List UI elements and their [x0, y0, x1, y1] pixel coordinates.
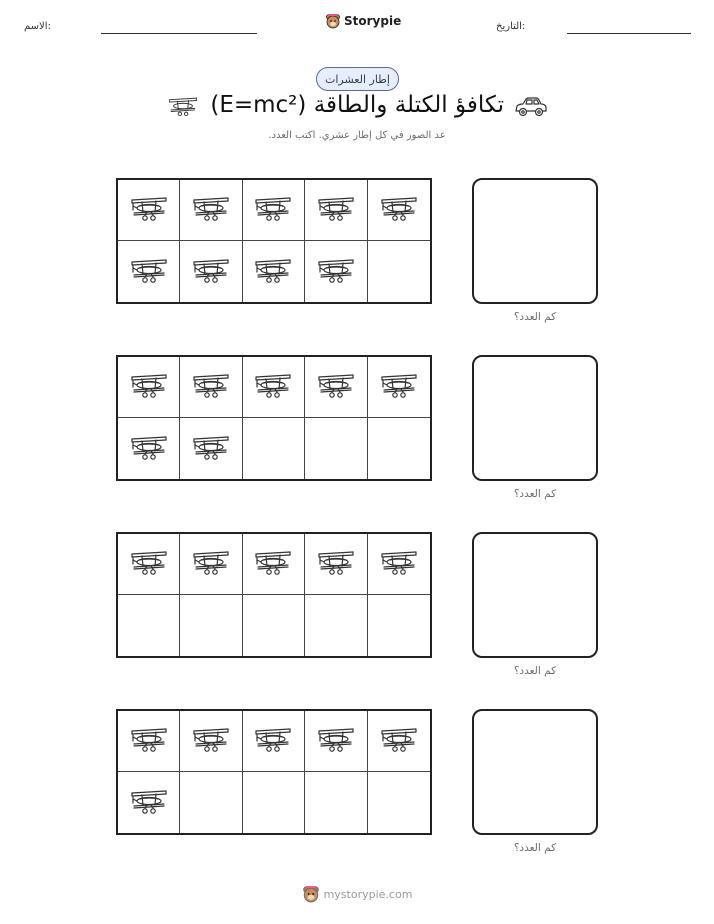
ten-frame [116, 532, 432, 658]
ten-frame-cell [180, 418, 242, 479]
ten-frame-cell [305, 241, 367, 302]
ten-frame-cell [243, 357, 305, 418]
biplane-icon [167, 95, 199, 121]
biplane-icon [129, 256, 169, 288]
biplane-icon [316, 725, 356, 757]
bear-mascot-icon [325, 13, 341, 29]
biplane-icon [191, 433, 231, 465]
biplane-icon [129, 194, 169, 226]
ten-frame-cell [243, 180, 305, 241]
ten-frame-cell [368, 180, 430, 241]
ten-frame-cell [118, 241, 180, 302]
ten-frame-cell [368, 711, 430, 772]
biplane-icon [191, 371, 231, 403]
footer-url[interactable]: mystorypie.com [323, 887, 413, 901]
ten-frame-cell [118, 180, 180, 241]
answer-box[interactable] [472, 709, 598, 835]
biplane-icon [129, 371, 169, 403]
ten-frame-cell [118, 772, 180, 833]
ten-frame-cell [243, 534, 305, 595]
biplane-icon [129, 433, 169, 465]
ten-frame-cell [118, 711, 180, 772]
ten-frame-cell [305, 711, 367, 772]
biplane-icon [253, 256, 293, 288]
ten-frame-cell [305, 357, 367, 418]
footer [0, 885, 714, 903]
ten-frame-cell [368, 534, 430, 595]
how-many-prompt: كم العدد؟ [513, 842, 557, 854]
ten-frame-cell [368, 241, 430, 302]
biplane-icon [253, 548, 293, 580]
ten-frame-cell [243, 595, 305, 656]
ten-frame-cell [180, 711, 242, 772]
date-label: التاريخ: [496, 21, 526, 32]
ten-frame-cell [243, 241, 305, 302]
car-icon [514, 95, 548, 123]
ten-frame-cell [180, 772, 242, 833]
ten-frame-cell [243, 711, 305, 772]
ten-frame-cell [180, 180, 242, 241]
ten-frame-cell [368, 595, 430, 656]
how-many-prompt: كم العدد؟ [513, 665, 557, 677]
biplane-icon [253, 194, 293, 226]
ten-frame-cell [180, 241, 242, 302]
ten-frame-cell [305, 418, 367, 479]
biplane-icon [191, 194, 231, 226]
ten-frame-cell [243, 772, 305, 833]
biplane-icon [253, 371, 293, 403]
brand-logo [325, 13, 401, 29]
answer-box[interactable] [472, 355, 598, 481]
instructions: عد الصور في كل إطار عشري. اكتب العدد. [268, 130, 446, 141]
ten-frame [116, 178, 432, 304]
biplane-icon [253, 725, 293, 757]
ten-frame-cell [368, 418, 430, 479]
biplane-icon [379, 548, 419, 580]
biplane-icon [129, 787, 169, 819]
ten-frame-cell [180, 595, 242, 656]
biplane-icon [379, 194, 419, 226]
ten-frame-cell [305, 180, 367, 241]
name-label: الاسم: [24, 21, 51, 32]
ten-frame-cell [118, 534, 180, 595]
ten-frame-cell [305, 772, 367, 833]
biplane-icon [316, 256, 356, 288]
how-many-prompt: كم العدد؟ [513, 488, 557, 500]
biplane-icon [316, 371, 356, 403]
ten-frame-cell [180, 534, 242, 595]
ten-frame-cell [305, 534, 367, 595]
biplane-icon [191, 256, 231, 288]
biplane-icon [379, 371, 419, 403]
biplane-icon [316, 548, 356, 580]
ten-frame-cell [180, 357, 242, 418]
ten-frame [116, 709, 432, 835]
answer-box[interactable] [472, 178, 598, 304]
ten-frame-cell [243, 418, 305, 479]
ten-frame [116, 355, 432, 481]
brand-name: Storypie [344, 14, 402, 28]
date-line[interactable] [567, 33, 691, 34]
biplane-icon [191, 548, 231, 580]
ten-frame-cell [368, 772, 430, 833]
biplane-icon [191, 725, 231, 757]
bear-mascot-icon [302, 885, 320, 903]
answer-box[interactable] [472, 532, 598, 658]
biplane-icon [379, 725, 419, 757]
how-many-prompt: كم العدد؟ [513, 311, 557, 323]
name-line[interactable] [101, 33, 257, 34]
biplane-icon [129, 548, 169, 580]
ten-frame-cell [118, 418, 180, 479]
biplane-icon [129, 725, 169, 757]
ten-frame-cell [118, 595, 180, 656]
ten-frame-cell [118, 357, 180, 418]
worksheet-tag: إطار العشرات [316, 67, 399, 91]
biplane-icon [316, 194, 356, 226]
ten-frame-cell [368, 357, 430, 418]
page-title: تكافؤ الكتلة والطاقة (E=mc²) [210, 92, 504, 118]
ten-frame-cell [305, 595, 367, 656]
